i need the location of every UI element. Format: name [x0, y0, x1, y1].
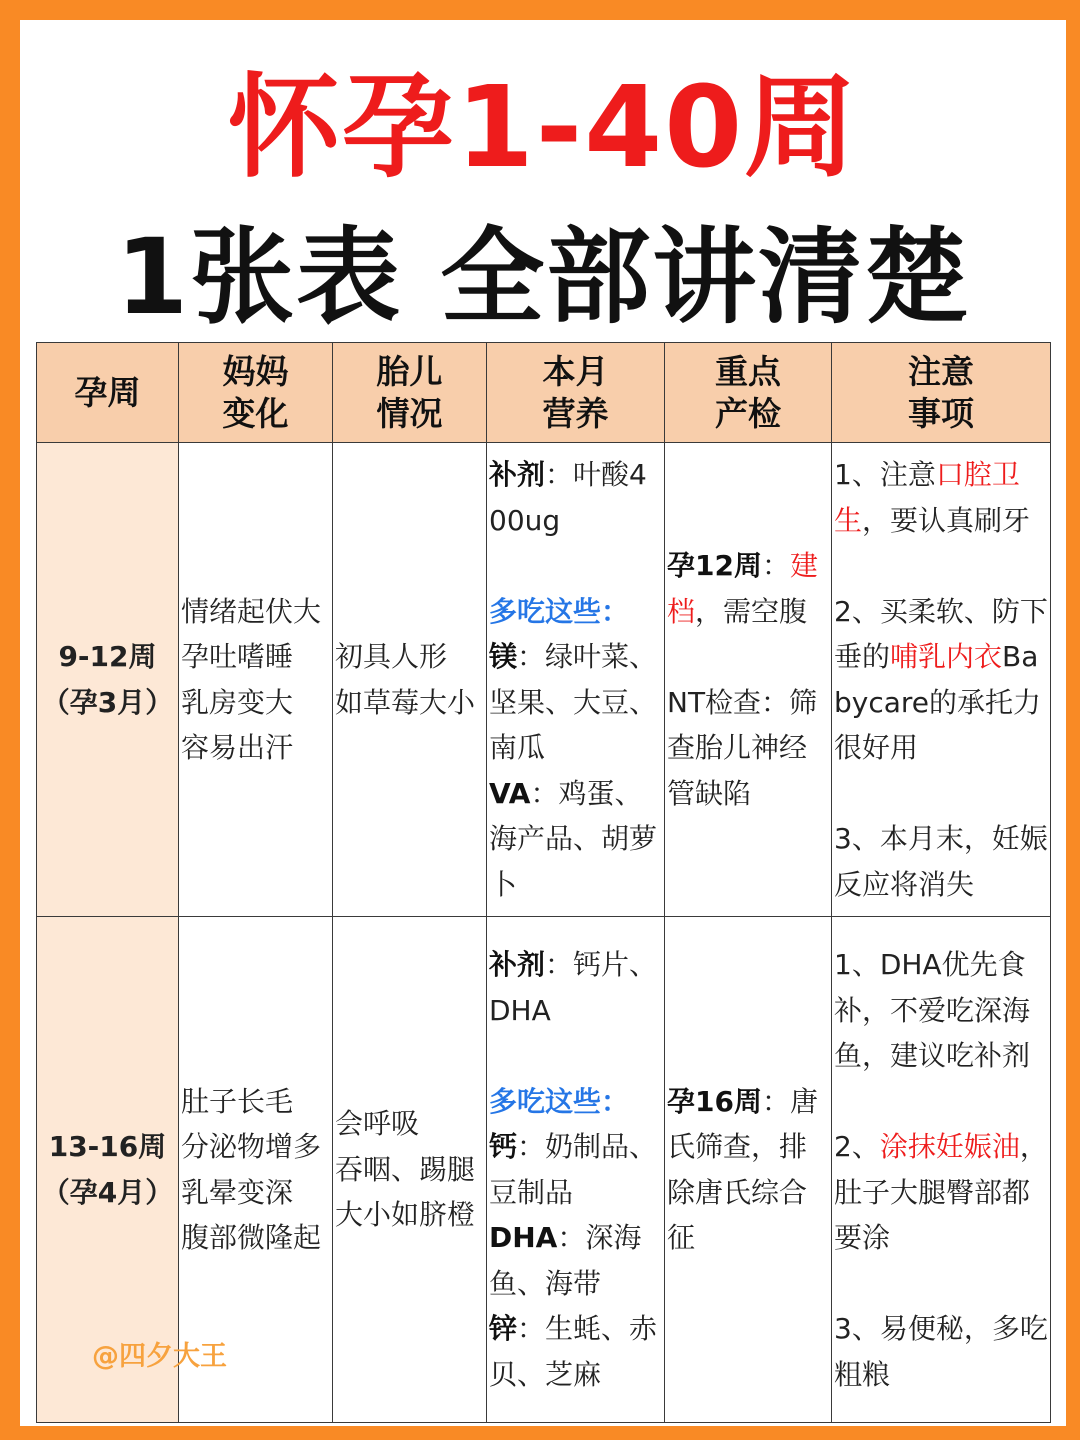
notes-cell: 1、注意口腔卫生，要认真刷牙 2、买柔软、防下垂的哺乳内衣Babycare的承托力很好用 3、本月末，妊娠反应将消失	[832, 443, 1051, 917]
notes-cell: 1、DHA优先食补，不爱吃深海鱼，建议吃补剂 2、涂抹妊娠油，肚子大腿臀部都要涂 3、易便秘，多吃粗粮	[832, 917, 1051, 1423]
checkup-cell: 孕12周：建档，需空腹 NT检查：筛查胎儿神经管缺陷	[665, 443, 832, 917]
week-cell: 9-12周 （孕3月）	[37, 443, 179, 917]
sub-title: 1张表 全部讲清楚	[115, 216, 971, 338]
header-nutrition: 本月 营养	[487, 343, 665, 443]
poster-card	[20, 20, 1066, 1426]
baby-status-cell: 初具人形 如草莓大小	[333, 443, 487, 917]
author-watermark: @四夕大王	[92, 1341, 227, 1372]
checkup-cell: 孕16周：唐氏筛查，排除唐氏综合征	[665, 917, 832, 1423]
header-baby-status: 胎儿 情况	[333, 343, 487, 443]
more-eat-title: 多吃这些：	[489, 1084, 630, 1118]
baby-status-cell: 会呼吸 吞咽、踢腿 大小如脐橙	[333, 917, 487, 1423]
pregnancy-table	[36, 342, 1051, 1423]
mom-changes-cell: 情绪起伏大 孕吐嗜睡 乳房变大 容易出汗	[179, 443, 333, 917]
nutrition-cell: 补剂：叶酸400ug 多吃这些： 镁：绿叶菜、坚果、大豆、南瓜 VA：鸡蛋、海产品、胡萝卜	[487, 443, 665, 917]
header-week: 孕周	[37, 343, 179, 443]
table-row	[37, 443, 1051, 917]
week-cell: 13-16周 （孕4月）	[37, 917, 179, 1423]
header-checkup: 重点 产检	[665, 343, 832, 443]
more-eat-title: 多吃这些：	[489, 594, 630, 628]
mom-changes-cell: 肚子长毛 分泌物增多 乳晕变深 腹部微隆起	[179, 917, 333, 1423]
nutrition-cell: 补剂：钙片、DHA 多吃这些： 钙：奶制品、豆制品 DHA：深海鱼、海带 锌：生蚝、赤贝、芝麻	[487, 917, 665, 1423]
header-row	[37, 343, 1051, 443]
header-notes: 注意 事项	[832, 343, 1051, 443]
header-mom-changes: 妈妈 变化	[179, 343, 333, 443]
main-title: 怀孕1-40周	[227, 63, 859, 193]
